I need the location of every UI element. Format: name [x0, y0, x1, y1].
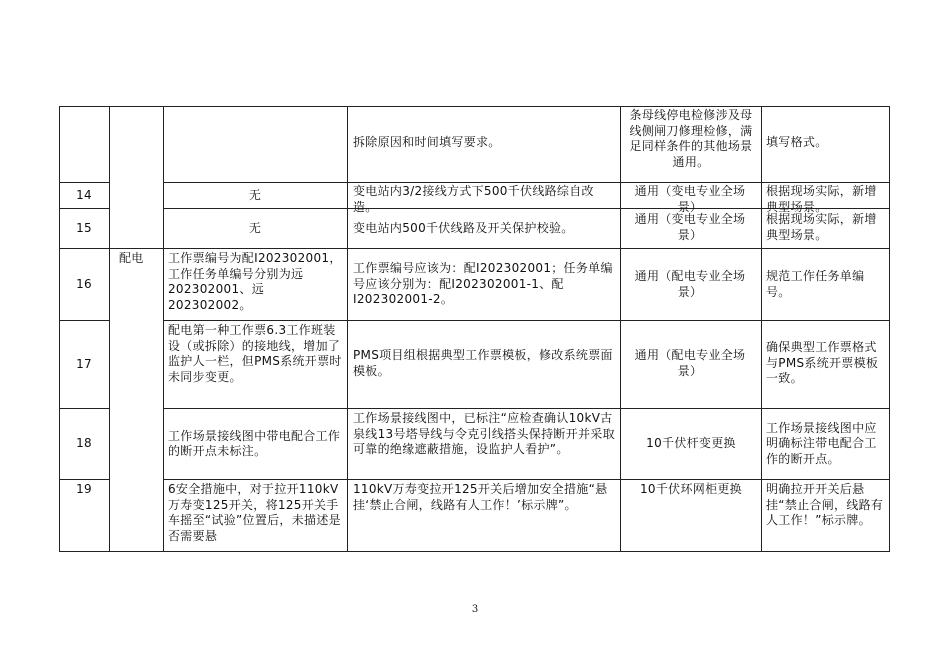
scope-cell: 通用（变电专业全场景）: [634, 212, 746, 242]
problem-cell: 无: [248, 220, 262, 235]
scope-cell: 通用（配电专业全场景）: [634, 348, 746, 378]
action-cell: 变电站内3/2接线方式下500千伏线路综自改造。: [353, 184, 594, 214]
row-number: 16: [76, 276, 92, 291]
note-cell: 工作场景接线图中应明确标注带电配合工作的断开点。: [766, 420, 877, 466]
row-number: 18: [76, 436, 92, 451]
scope-cell: 通用（配电专业全场景）: [634, 269, 746, 299]
row-number: 14: [76, 187, 92, 202]
row-divider: [163, 479, 890, 480]
note-cell: 确保典型工作票格式与PMS系统开票模板一致。: [766, 340, 879, 385]
action-cell: 工作场景接线图中，已标注“应检查确认10kV古泉线13号塔导线与令克引线搭头保持断开并采取可靠的绝缘遮蔽措施，设监护人看护”。: [353, 411, 615, 456]
action-cell: 工作票编号应该为：配Ⅰ202302001；任务单编号应该分别为：配Ⅰ202302001-1、配Ⅰ202302001-2。: [353, 261, 613, 306]
action-cell: 变电站内500千伏线路及开关保护校验。: [353, 220, 574, 235]
action-cell: 110kV万寿变拉开125开关后增加安全措施“悬挂‘禁止合闸，线路有人工作！’标示牌”。: [353, 482, 608, 512]
note-cell: 规范工作任务单编号。: [766, 269, 865, 299]
note-cell: 根据现场实际，新增典型场景。: [766, 212, 877, 242]
category-cell: 配电: [119, 251, 144, 265]
row-number: 19: [76, 482, 92, 496]
row-divider: [163, 320, 890, 321]
note-cell: 填写格式。: [766, 135, 828, 150]
problem-cell: 无: [248, 187, 262, 202]
col-divider: [620, 106, 621, 552]
table-border-bottom: [59, 551, 890, 552]
table-border-top: [59, 106, 890, 107]
problem-cell: 配电第一种工作票6.3工作班装设（或拆除）的接地线，增加了监护人一栏，但PMS系统开票时未同步变更。: [168, 323, 342, 384]
row-number: 15: [76, 220, 92, 235]
action-cell: 拆除原因和时间填写要求。: [353, 135, 501, 150]
scope-cell: 10千伏环网柜更换: [640, 482, 742, 496]
revision-table: [59, 106, 890, 552]
action-cell: PMS项目组根据典型工作票模板，修改系统票面模板。: [353, 348, 613, 378]
problem-cell: 工作场景接线图中带电配合工作的断开点未标注。: [168, 428, 341, 458]
scope-cell: 通用（变电专业全场景）: [634, 184, 746, 214]
col-divider: [761, 106, 762, 552]
problem-cell: 工作票编号为配Ⅰ202302001，工作任务单编号分别为远202302001、远202302002。: [168, 251, 342, 312]
problem-cell: 6安全措施中，对于拉开110kV万寿变125开关，将125开关手车摇至“试验”位置后，未描述是否需要悬: [168, 482, 341, 543]
col-divider: [109, 106, 110, 552]
row-number: 17: [76, 356, 92, 371]
note-cell: 明确拉开开关后悬挂“禁止合闸，线路有人工作！”标示牌。: [766, 482, 884, 527]
scope-cell: 10千伏杆变更换: [646, 436, 736, 451]
page-number: 3: [471, 604, 479, 615]
col-divider: [163, 106, 164, 552]
scope-cell: 条母线停电检修涉及母线侧闸刀修理检修，满足同样条件的其他场景通用。: [629, 108, 753, 169]
row-divider: [59, 479, 109, 480]
row-divider: [59, 248, 890, 249]
note-cell: 根据现场实际，新增典型场景。: [766, 184, 877, 214]
col-divider: [347, 106, 348, 552]
table-border-right: [889, 106, 890, 552]
